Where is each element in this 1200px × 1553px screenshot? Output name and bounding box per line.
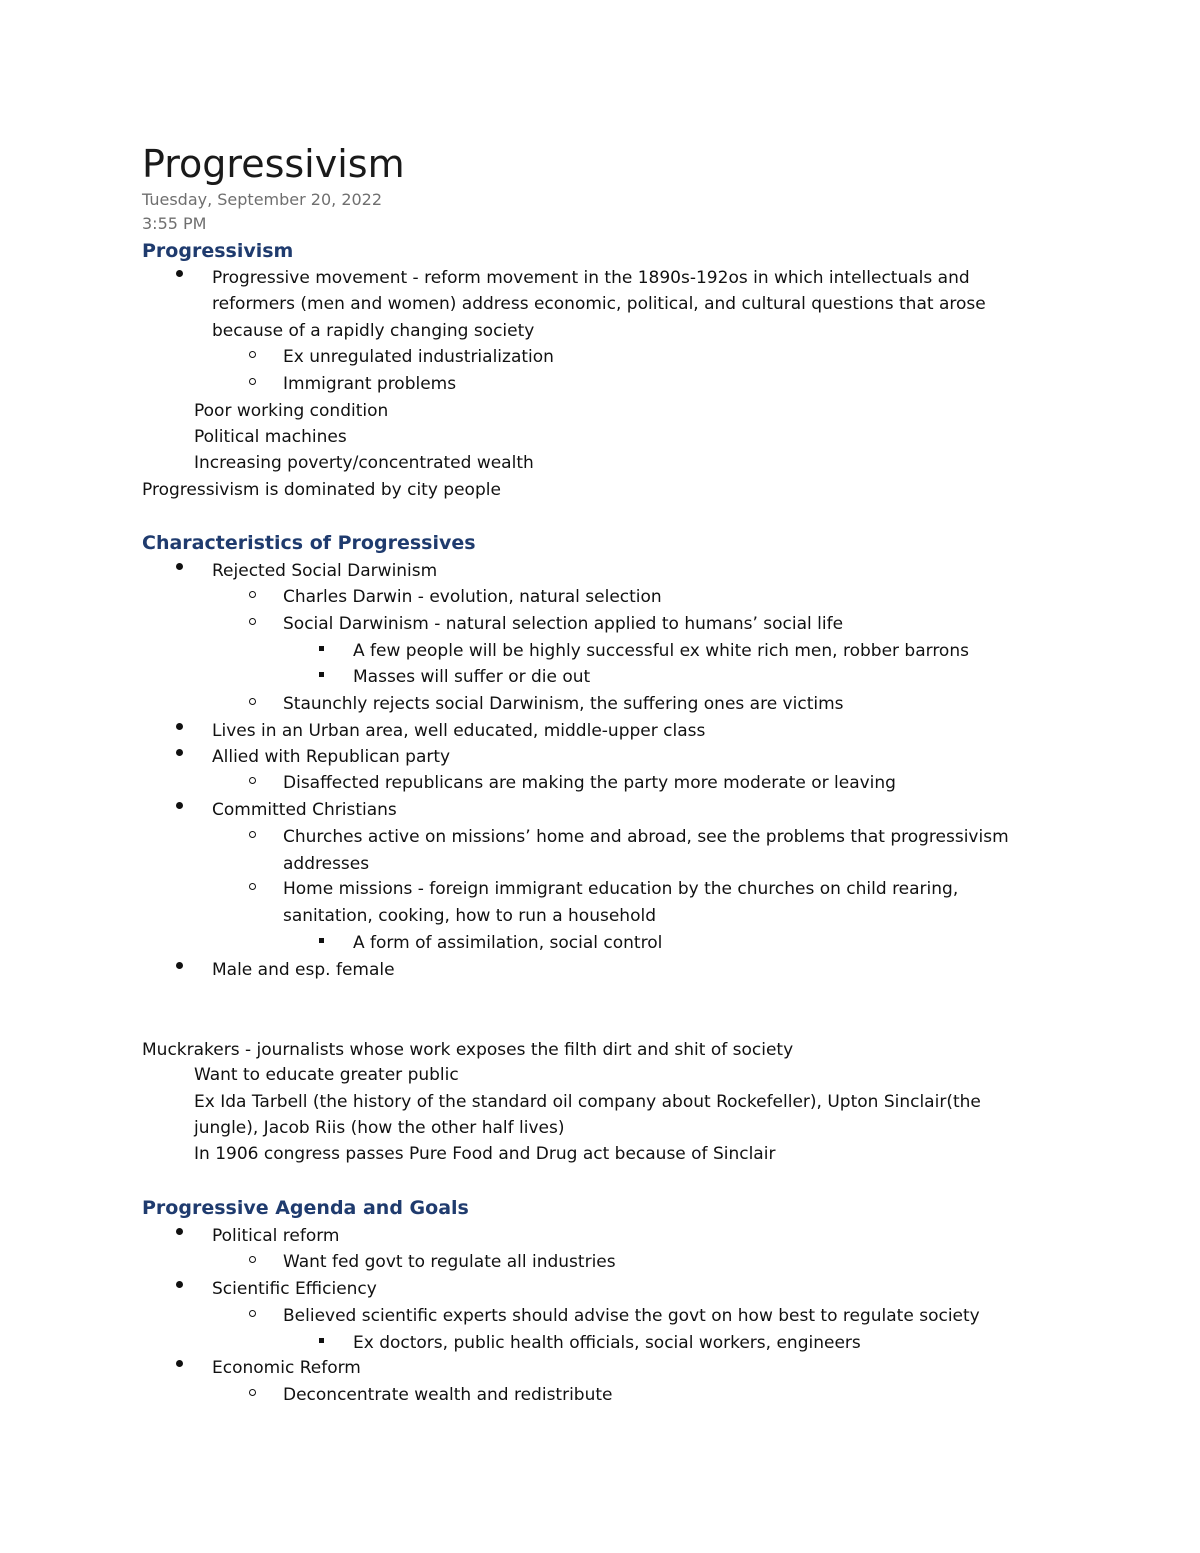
bullet-disc [176,962,183,969]
bullet-circle [249,831,256,838]
note-line: Committed Christians [212,800,397,820]
note-line: Rejected Social Darwinism [212,561,438,581]
bullet-circle [249,1389,256,1396]
bullet-disc [176,1360,183,1367]
note-line: Home missions - foreign immigrant education by the churches on child rearing, [283,879,959,899]
bullet-disc [176,723,183,730]
note-line: Allied with Republican party [212,747,451,767]
note-line: Political reform [212,1226,340,1246]
note-line: Progressive movement - reform movement in the 1890s-192os in which intellectuals and [212,268,970,288]
section-heading-characteristics: Characteristics of Progressives [142,532,476,554]
note-line: In 1906 congress passes Pure Food and Drug act because of Sinclair [194,1144,776,1164]
note-line: Masses will suffer or die out [353,667,591,687]
note-line: Increasing poverty/concentrated wealth [194,453,534,473]
note-line: Muckrakers - journalists whose work exposes the filth dirt and shit of society [142,1040,794,1060]
note-line: Disaffected republicans are making the party more moderate or leaving [283,773,896,793]
bullet-circle [249,591,256,598]
bullet-square [319,672,324,677]
bullet-circle [249,777,256,784]
note-line: A few people will be highly successful ex white rich men, robber barrons [353,641,969,661]
bullet-square [319,938,324,943]
bullet-disc [176,802,183,809]
note-line: Staunchly rejects social Darwinism, the suffering ones are victims [283,694,844,714]
note-line: jungle), Jacob Riis (how the other half lives) [194,1118,565,1138]
note-line: sanitation, cooking, how to run a household [283,906,656,926]
note-line: Scientific Efficiency [212,1279,377,1299]
bullet-circle [249,698,256,705]
note-line: Lives in an Urban area, well educated, middle-upper class [212,721,706,741]
section-heading-agenda: Progressive Agenda and Goals [142,1197,469,1219]
note-line: Believed scientific experts should advise the govt on how best to regulate society [283,1306,980,1326]
bullet-circle [249,618,256,625]
bullet-circle [249,883,256,890]
note-line: Deconcentrate wealth and redistribute [283,1385,613,1405]
bullet-disc [176,749,183,756]
note-line: Ex unregulated industrialization [283,347,554,367]
note-line: Economic Reform [212,1358,361,1378]
note-line: because of a rapidly changing society [212,321,535,341]
bullet-square [319,1338,324,1343]
bullet-circle [249,1256,256,1263]
note-line: Progressivism is dominated by city people [142,480,501,500]
bullet-circle [249,351,256,358]
note-line: addresses [283,854,370,874]
note-time: 3:55 PM [142,214,207,233]
note-line: Male and esp. female [212,960,395,980]
note-line: A form of assimilation, social control [353,933,663,953]
note-line: Immigrant problems [283,374,457,394]
bullet-square [319,646,324,651]
note-line: Want fed govt to regulate all industries [283,1252,616,1272]
section-heading-progressivism: Progressivism [142,240,294,262]
bullet-circle [249,1310,256,1317]
bullet-disc [176,270,183,277]
note-line: reformers (men and women) address economic, political, and cultural questions that arose [212,294,986,314]
note-line: Ex doctors, public health officials, social workers, engineers [353,1333,861,1353]
note-line: Want to educate greater public [194,1065,459,1085]
bullet-disc [176,1281,183,1288]
note-line: Political machines [194,427,347,447]
note-line: Ex Ida Tarbell (the history of the standard oil company about Rockefeller), Upton Sinclair(the [194,1092,981,1112]
note-date: Tuesday, September 20, 2022 [142,190,383,209]
note-line: Churches active on missions’ home and abroad, see the problems that progressivism [283,827,1009,847]
page-title: Progressivism [142,142,405,186]
note-line: Social Darwinism - natural selection applied to humans’ social life [283,614,844,634]
note-line: Charles Darwin - evolution, natural selection [283,587,662,607]
note-line: Poor working condition [194,401,389,421]
bullet-circle [249,378,256,385]
bullet-disc [176,1228,183,1235]
bullet-disc [176,563,183,570]
